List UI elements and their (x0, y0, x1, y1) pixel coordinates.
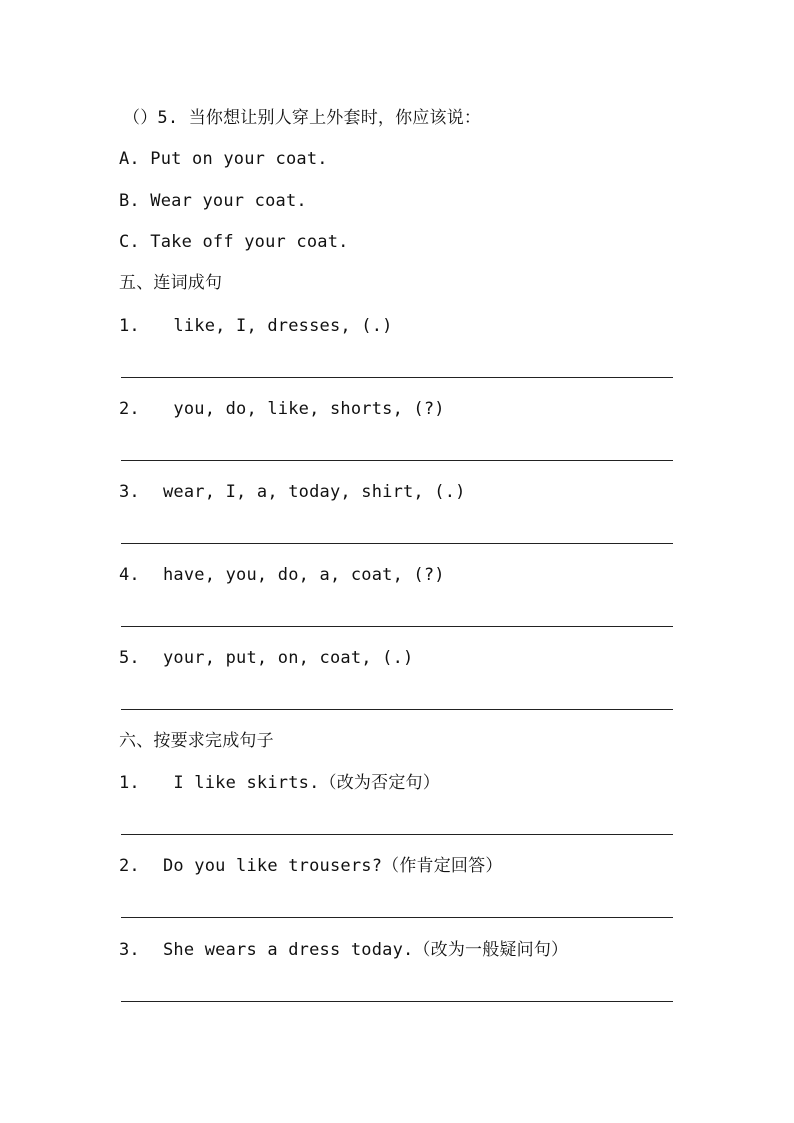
section-6-title: 六、按要求完成句子 (119, 731, 274, 751)
section-5-title: 五、连词成句 (119, 273, 223, 293)
answer-line (121, 460, 673, 461)
answer-line (121, 709, 673, 710)
item-text: Do you like trousers?（作肯定回答） (163, 856, 503, 876)
item-text: your, put, on, coat, (.) (163, 648, 414, 668)
answer-line (121, 1001, 673, 1002)
item-number: 3. (119, 482, 140, 502)
section-5-item-5 (119, 647, 413, 669)
option-c: C. Take off your coat. (119, 232, 349, 252)
item-number: 5. (119, 648, 140, 668)
option-a: A. Put on your coat. (119, 149, 328, 169)
item-number: 2. (119, 399, 140, 419)
item-number: 2. (119, 856, 140, 876)
section-5-item-4 (119, 564, 445, 586)
section-5-item-3 (119, 481, 466, 503)
item-text: wear, I, a, today, shirt, (.) (163, 482, 466, 502)
answer-line (121, 626, 673, 627)
item-text: you, do, like, shorts, (?) (163, 399, 445, 419)
item-number: 1. (119, 773, 140, 793)
item-text: She wears a dress today.（改为一般疑问句） (163, 940, 569, 960)
item-text: have, you, do, a, coat, (?) (163, 565, 445, 585)
item-number: 4. (119, 565, 140, 585)
item-number: 1. (119, 316, 140, 336)
item-text: like, I, dresses, (.) (163, 316, 393, 336)
section-5-item-2 (119, 398, 445, 420)
section-6-item-1 (119, 772, 440, 794)
section-6-item-3 (119, 939, 568, 961)
answer-line (121, 834, 673, 835)
section-6-item-2 (119, 855, 503, 877)
answer-line (121, 543, 673, 544)
question-5: （）5. 当你想让别人穿上外套时，你应该说： (123, 108, 482, 128)
answer-line (121, 377, 673, 378)
section-5-item-1 (119, 315, 393, 337)
option-b: B. Wear your coat. (119, 191, 307, 211)
answer-line (121, 917, 673, 918)
item-text: I like skirts.（改为否定句） (163, 773, 440, 793)
item-number: 3. (119, 940, 140, 960)
